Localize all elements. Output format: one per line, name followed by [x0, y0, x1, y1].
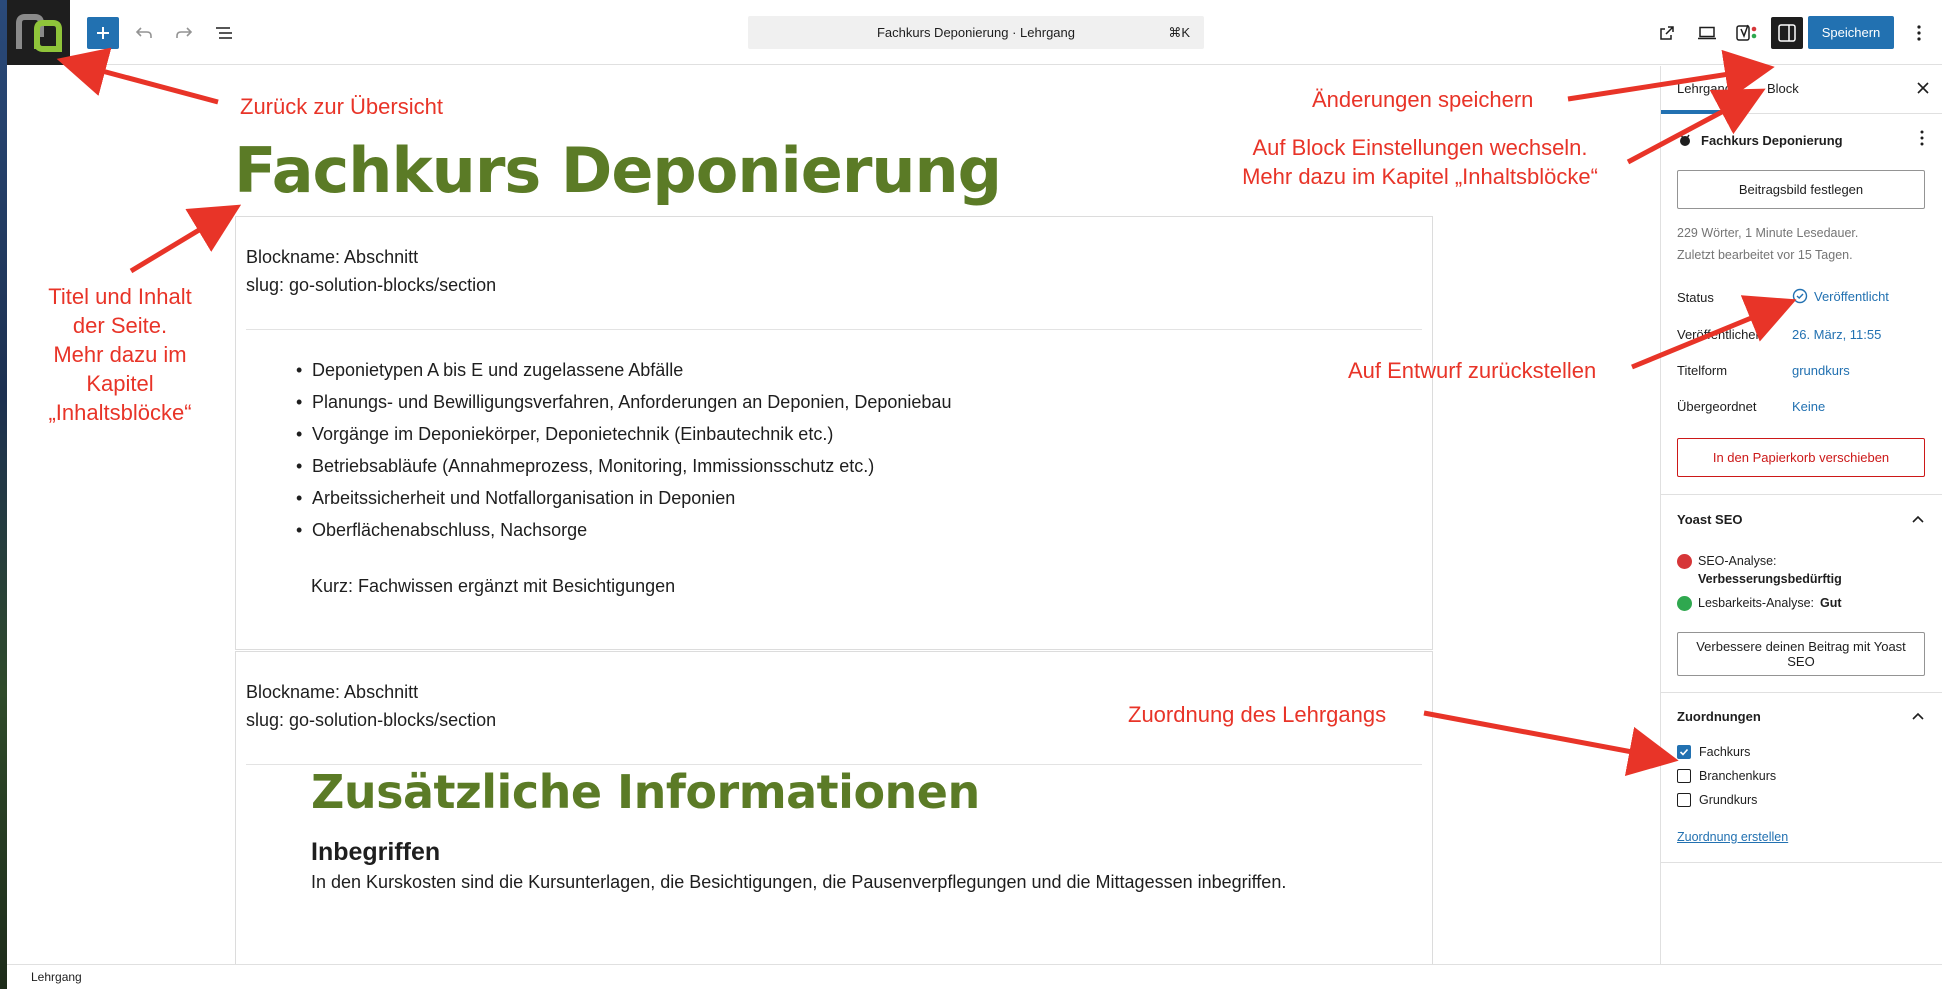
template-label: Titelform — [1677, 363, 1728, 378]
annotation-line: der Seite. — [72, 313, 168, 338]
additional-info-heading[interactable]: Zusätzliche Informationen — [311, 765, 980, 819]
category-label: Branchenkurs — [1699, 769, 1777, 783]
close-icon — [1917, 82, 1929, 94]
document-title: Fachkurs Deponierung · Lehrgang — [876, 25, 1075, 40]
list-item: • Arbeitssicherheit und Notfallorganisation in Deponien — [296, 482, 951, 514]
seo-value: Verbesserungsbedürftig — [1698, 572, 1842, 586]
settings-sidebar-toggle[interactable] — [1771, 17, 1803, 49]
tab-block[interactable]: Block — [1767, 81, 1799, 96]
published-check-icon — [1792, 288, 1808, 304]
more-vertical-icon — [1920, 130, 1924, 146]
desktop-preview-icon — [1697, 26, 1717, 40]
template-value[interactable]: grundkurs — [1792, 363, 1850, 378]
status-toggle[interactable] — [1792, 288, 1889, 304]
section-slug: slug: go-solution-blocks/section — [246, 710, 497, 730]
editor-top-bar — [7, 0, 1942, 65]
publish-label: Veröffentlichen — [1677, 327, 1763, 342]
section-blockname: Blockname: Abschnitt — [246, 682, 419, 702]
command-palette-button[interactable] — [748, 16, 1204, 49]
post-type-icon — [1677, 132, 1693, 148]
list-view-icon — [215, 26, 233, 40]
external-link-icon — [1659, 25, 1675, 41]
yoast-button[interactable] — [1731, 17, 1763, 49]
included-paragraph[interactable]: In den Kurskosten sind die Kursunterlagen, die Besichtigungen, die Pausenverpflegungen und die Mittagessen inbegriffen. — [311, 872, 1287, 892]
editor-footer — [7, 964, 1942, 989]
breadcrumb[interactable]: Lehrgang — [31, 970, 82, 984]
yoast-panel-toggle[interactable] — [1912, 510, 1924, 526]
category-grundkurs[interactable] — [1677, 793, 1757, 807]
section-block-2[interactable] — [235, 651, 1433, 964]
logo-icon — [15, 13, 63, 53]
annotation-assignment: Zuordnung des Lehrgangs — [1128, 702, 1387, 727]
category-fachkurs[interactable] — [1677, 745, 1750, 759]
annotation-back: Zurück zur Übersicht — [240, 94, 443, 119]
yoast-improve-button[interactable]: Verbessere deinen Beitrag mit Yoast SEO — [1677, 632, 1925, 676]
editor-canvas — [7, 66, 1660, 964]
status-label: Status — [1677, 290, 1714, 305]
readability-analysis — [1677, 594, 1842, 612]
post-meta — [1677, 222, 1858, 266]
category-label: Fachkurs — [1699, 745, 1751, 759]
desktop-background-strip — [0, 0, 7, 989]
annotation-block-settings — [1220, 133, 1620, 191]
undo-button[interactable] — [128, 17, 160, 49]
checkbox[interactable] — [1677, 793, 1691, 807]
settings-sidebar — [1660, 66, 1942, 964]
categories-panel-title[interactable]: Zuordnungen — [1677, 709, 1761, 724]
last-edited: Zuletzt bearbeitet vor 15 Tagen. — [1677, 248, 1853, 262]
annotation-line: „Inhaltsblöcke“ — [48, 400, 192, 425]
yoast-icon — [1736, 24, 1758, 42]
active-tab-indicator — [1661, 110, 1736, 114]
parent-value[interactable]: Keine — [1792, 399, 1826, 414]
chevron-up-icon — [1912, 712, 1924, 720]
status-value: Veröffentlicht — [1814, 288, 1889, 304]
section-divider — [246, 329, 1422, 330]
list-item: • Deponietypen A bis E und zugelassene Abfälle — [296, 354, 951, 386]
create-category-link[interactable]: Zuordnung erstellen — [1677, 830, 1789, 844]
list-item: • Betriebsabläufe (Annahmeprozess, Monitoring, Immissionsschutz etc.) — [296, 450, 951, 482]
parent-label: Übergeordnet — [1677, 399, 1757, 414]
view-post-button[interactable] — [1651, 17, 1683, 49]
annotation-title-content — [30, 282, 210, 427]
word-count: 229 Wörter, 1 Minute Lesedauer. — [1677, 226, 1859, 240]
category-label: Grundkurs — [1699, 793, 1758, 807]
document-overview-button[interactable] — [208, 17, 240, 49]
section-blockname: Blockname: Abschnitt — [246, 247, 419, 267]
panel-divider — [1661, 692, 1942, 693]
sad-face-icon — [1677, 554, 1692, 569]
checkmark-icon — [1679, 747, 1689, 757]
save-button[interactable]: Speichern — [1808, 16, 1894, 49]
annotation-line: Mehr dazu im Kapitel „Inhaltsblöcke“ — [1242, 164, 1598, 189]
categories-panel-toggle[interactable] — [1912, 707, 1924, 723]
command-shortcut: ⌘K — [1168, 25, 1190, 40]
annotation-line: Titel und Inhalt — [48, 284, 192, 309]
redo-icon — [175, 26, 193, 40]
list-item: • Planungs- und Bewilligungsverfahren, Anforderungen an Deponien, Deponiebau — [296, 386, 951, 418]
set-featured-image-button[interactable]: Beitragsbild festlegen — [1677, 170, 1925, 209]
checkbox-checked[interactable] — [1677, 745, 1691, 759]
panel-divider — [1661, 862, 1942, 863]
site-logo-back-button[interactable] — [7, 0, 70, 65]
section-slug: slug: go-solution-blocks/section — [246, 275, 497, 295]
plus-icon — [95, 25, 111, 41]
more-vertical-icon — [1917, 25, 1921, 41]
list-item: • Oberflächenabschluss, Nachsorge — [296, 514, 951, 546]
bullet-list[interactable] — [296, 354, 951, 546]
annotation-save: Änderungen speichern — [1312, 87, 1534, 112]
annotation-line: Auf Block Einstellungen wechseln. — [1252, 135, 1588, 160]
sidebar-icon — [1771, 17, 1803, 49]
readability-label: Lesbarkeits-Analyse: — [1698, 596, 1815, 610]
seo-label: SEO-Analyse: — [1698, 554, 1777, 568]
post-actions-button[interactable] — [1920, 130, 1924, 149]
checkbox[interactable] — [1677, 769, 1691, 783]
add-block-button[interactable] — [87, 17, 119, 49]
annotation-line: Kapitel — [86, 371, 154, 396]
category-branchenkurs[interactable] — [1677, 769, 1776, 783]
sidebar-tabs — [1661, 66, 1942, 114]
annotation-line: Mehr dazu im — [53, 342, 187, 367]
page-title[interactable]: Fachkurs Deponierung — [234, 134, 1002, 207]
options-menu-button[interactable] — [1903, 17, 1935, 49]
annotation-draft: Auf Entwurf zurückstellen — [1348, 358, 1597, 383]
move-to-trash-button[interactable]: In den Papierkorb verschieben — [1677, 438, 1925, 477]
chevron-up-icon — [1912, 515, 1924, 523]
post-summary-header — [1677, 132, 1843, 148]
happy-face-icon — [1677, 596, 1692, 611]
yoast-panel-title[interactable]: Yoast SEO — [1677, 512, 1743, 527]
post-title: Fachkurs Deponierung — [1701, 132, 1843, 148]
seo-analysis — [1677, 552, 1842, 588]
publish-date[interactable]: 26. März, 11:55 — [1792, 327, 1882, 342]
section-block-1[interactable] — [235, 216, 1433, 650]
readability-value: Gut — [1820, 596, 1842, 610]
summary-paragraph[interactable]: Kurz: Fachwissen ergänzt mit Besichtigungen — [311, 576, 676, 596]
tab-lehrgang[interactable]: Lehrgang — [1677, 81, 1732, 96]
panel-divider — [1661, 494, 1942, 495]
included-heading[interactable]: Inbegriffen — [311, 838, 441, 866]
redo-button[interactable] — [168, 17, 200, 49]
preview-button[interactable] — [1691, 17, 1723, 49]
undo-icon — [135, 26, 153, 40]
list-item: • Vorgänge im Deponiekörper, Deponietechnik (Einbautechnik etc.) — [296, 418, 951, 450]
close-sidebar-button[interactable] — [1917, 78, 1929, 99]
